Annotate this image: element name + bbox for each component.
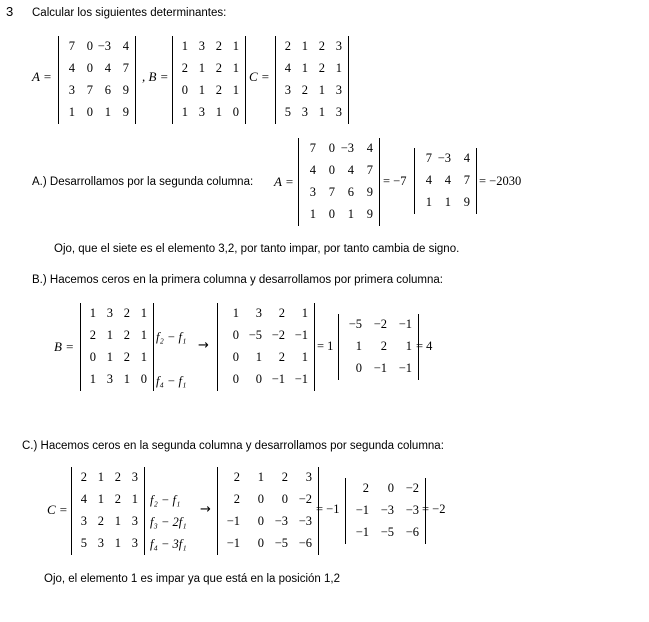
- matrix-cell: 1: [68, 105, 75, 119]
- partB-arrow-icon: →: [198, 338, 209, 353]
- matrix-cell: −1: [355, 503, 369, 517]
- matrix-cell: 2: [215, 83, 222, 97]
- matrix-cell: 3: [106, 306, 113, 320]
- partA-A-label: A =: [274, 174, 294, 189]
- matrix-cell: 3: [335, 83, 342, 97]
- matrix-cell: 1: [425, 195, 432, 209]
- matrix-cell: 2: [318, 61, 325, 75]
- partB-eq1: = 1: [317, 339, 334, 353]
- matrix-cell: 7: [328, 185, 335, 199]
- matrix-cell: 0: [181, 83, 188, 97]
- matrix-cell: −1: [355, 525, 369, 539]
- matrix-cell: 1: [318, 105, 325, 119]
- matrix-cell: 1: [198, 61, 205, 75]
- matrix-cell: 0: [257, 514, 264, 528]
- matrix-cell: 1: [309, 207, 316, 221]
- matrix-cell: 1: [301, 39, 308, 53]
- matrix-cell: 3: [284, 83, 291, 97]
- matrix-cell: 7: [425, 151, 432, 165]
- matrix-cell: 3: [305, 470, 312, 484]
- matrix-cell: −6: [405, 525, 419, 539]
- matrix-cell: 1: [301, 350, 308, 364]
- matrix-cell: 1: [89, 306, 96, 320]
- partC-op3: f₄ − 3f₁: [150, 537, 187, 551]
- partA-note: Ojo, que el siete es el elemento 3,2, por tanto impar, por tanto cambia de signo.: [54, 243, 460, 255]
- matrix-cell: −1: [226, 536, 240, 550]
- matrix-cell: 1: [131, 492, 138, 506]
- matrix-cell: 3: [106, 372, 113, 386]
- matrix-cell: 0: [257, 492, 264, 506]
- partB-op1: f₂ − f₁: [156, 330, 187, 344]
- matrix-cell: 5: [284, 105, 291, 119]
- partA-result: = −2030: [479, 174, 522, 188]
- partB-op2: f₄ − f₁: [156, 374, 187, 388]
- partA-minor: [414, 148, 477, 214]
- matrix-cell: 2: [301, 83, 308, 97]
- matrix-cell: −5: [274, 536, 288, 550]
- matrix-cell: 2: [284, 39, 291, 53]
- partB-minor: [338, 314, 419, 380]
- matrix-cell: 2: [233, 470, 240, 484]
- matrix-cell: 5: [80, 536, 87, 550]
- matrix-cell: 1: [97, 470, 104, 484]
- matrix-cell: 4: [425, 173, 432, 187]
- matrix-cell: −3: [274, 514, 288, 528]
- matrix-cell: 1: [181, 39, 188, 53]
- matrix-cell: 3: [335, 105, 342, 119]
- matrix-cell: 7: [68, 39, 75, 53]
- matrix-cell: 4: [104, 61, 111, 75]
- partC-arrow-icon: →: [200, 502, 211, 517]
- matrix-cell: −2: [298, 492, 312, 506]
- matrix-cell: 3: [131, 470, 138, 484]
- matrix-cell: 4: [284, 61, 291, 75]
- partB-result: = 4: [416, 339, 433, 353]
- matrix-cell: 4: [347, 163, 354, 177]
- matrix-cell: 1: [232, 39, 239, 53]
- matrix-cell: 1: [347, 207, 354, 221]
- matrix-cell: 0: [387, 481, 394, 495]
- matrix-cell: −2: [271, 328, 285, 342]
- matrix-cell: 3: [255, 306, 262, 320]
- matrix-cell: 2: [123, 350, 130, 364]
- matrix-cell: 1: [97, 492, 104, 506]
- label-C: C =: [249, 69, 270, 84]
- matrix-cell: 0: [257, 536, 264, 550]
- matrix-cell: 2: [123, 306, 130, 320]
- matrix-B: [172, 36, 246, 124]
- matrix-cell: 1: [255, 350, 262, 364]
- partB-B-label: B =: [54, 339, 74, 354]
- matrix-cell: −3: [405, 503, 419, 517]
- matrix-cell: 1: [444, 195, 451, 209]
- matrix-cell: 1: [106, 328, 113, 342]
- matrix-cell: 3: [97, 536, 104, 550]
- partC-matrix: [71, 467, 145, 555]
- matrix-cell: 0: [328, 141, 335, 155]
- matrix-cell: 2: [278, 350, 285, 364]
- matrix-cell: −1: [271, 372, 285, 386]
- partC-op1: f₂ − f₁: [150, 493, 181, 507]
- matrix-cell: 4: [80, 492, 87, 506]
- matrix-cell: 1: [106, 350, 113, 364]
- exercise-title: Calcular los siguientes determinantes:: [32, 7, 227, 19]
- matrix-cell: −1: [226, 514, 240, 528]
- matrix-cell: −3: [340, 141, 354, 155]
- partC-C-label: C =: [47, 502, 68, 517]
- partA-eq1: = −7: [383, 174, 407, 188]
- matrix-cell: 1: [215, 105, 222, 119]
- matrix-cell: 1: [114, 536, 121, 550]
- matrix-cell: 1: [123, 372, 130, 386]
- matrix-cell: 2: [362, 481, 369, 495]
- label-B: , B =: [142, 69, 169, 84]
- matrix-cell: −1: [373, 361, 387, 375]
- label-A: A =: [32, 69, 52, 84]
- matrix-cell: 0: [140, 372, 147, 386]
- matrix-cell: 1: [104, 105, 111, 119]
- matrix-cell: 0: [86, 61, 93, 75]
- matrix-cell: −6: [298, 536, 312, 550]
- matrix-cell: −1: [294, 328, 308, 342]
- matrix-cell: 2: [97, 514, 104, 528]
- matrix-cell: 1: [301, 306, 308, 320]
- matrix-cell: 7: [122, 61, 129, 75]
- matrix-cell: 2: [215, 39, 222, 53]
- matrix-cell: 0: [232, 328, 239, 342]
- matrix-cell: 1: [301, 61, 308, 75]
- matrix-cell: 0: [232, 372, 239, 386]
- matrix-cell: −3: [97, 39, 111, 53]
- matrix-cell: 4: [463, 151, 470, 165]
- matrix-cell: 0: [328, 163, 335, 177]
- matrix-cell: 1: [232, 61, 239, 75]
- matrix-cell: −5: [380, 525, 394, 539]
- matrix-cell: 3: [131, 536, 138, 550]
- matrix-cell: 0: [89, 350, 96, 364]
- matrix-cell: 1: [140, 328, 147, 342]
- partB-text: B.) Hacemos ceros en la primera columna y desarrollamos por primera columna:: [32, 274, 443, 286]
- partA-text: A.) Desarrollamos por la segunda columna:: [32, 176, 254, 188]
- matrix-cell: 1: [232, 83, 239, 97]
- matrix-cell: −2: [373, 317, 387, 331]
- matrix-cell: −3: [380, 503, 394, 517]
- partB-matrix: [80, 303, 154, 391]
- matrix-cell: 2: [281, 470, 288, 484]
- matrix-cell: 1: [89, 372, 96, 386]
- matrix-cell: 1: [335, 61, 342, 75]
- matrix-cell: 9: [122, 83, 129, 97]
- partC-reduced: [217, 467, 319, 555]
- matrix-cell: 3: [198, 105, 205, 119]
- matrix-cell: −5: [248, 328, 262, 342]
- matrix-cell: 1: [181, 105, 188, 119]
- partC-op2: f₃ − 2f₁: [150, 515, 187, 529]
- partC-text: C.) Hacemos ceros en la segunda columna y desarrollamos por segunda columna:: [22, 440, 444, 452]
- matrix-cell: 4: [444, 173, 451, 187]
- matrix-cell: 3: [301, 105, 308, 119]
- matrix-cell: 1: [140, 306, 147, 320]
- partB-reduced: [217, 303, 315, 391]
- matrix-cell: 4: [309, 163, 316, 177]
- matrix-cell: 3: [309, 185, 316, 199]
- matrix-cell: 1: [318, 83, 325, 97]
- matrix-cell: 9: [366, 185, 373, 199]
- matrix-cell: 6: [104, 83, 111, 97]
- matrix-cell: 7: [366, 163, 373, 177]
- matrix-cell: 3: [131, 514, 138, 528]
- matrix-A: [58, 36, 136, 124]
- matrix-cell: 9: [366, 207, 373, 221]
- matrix-cell: 0: [281, 492, 288, 506]
- matrix-cell: 2: [89, 328, 96, 342]
- exercise-number: 3: [6, 4, 14, 19]
- matrix-cell: 0: [232, 105, 239, 119]
- matrix-cell: 7: [309, 141, 316, 155]
- matrix-cell: −1: [398, 317, 412, 331]
- partC-result: = −2: [422, 502, 446, 516]
- matrix-cell: 2: [215, 61, 222, 75]
- matrix-cell: 1: [198, 83, 205, 97]
- matrix-cell: 1: [405, 339, 412, 353]
- matrix-cell: 2: [380, 339, 387, 353]
- matrix-cell: 4: [68, 61, 75, 75]
- matrix-cell: 0: [328, 207, 335, 221]
- matrix-cell: 0: [232, 350, 239, 364]
- partC-note: Ojo, el elemento 1 es impar ya que está en la posición 1,2: [44, 573, 340, 585]
- matrix-cell: 0: [355, 361, 362, 375]
- partC-eq1: = −1: [316, 502, 340, 516]
- matrix-cell: −1: [294, 372, 308, 386]
- matrix-cell: 9: [122, 105, 129, 119]
- matrix-cell: 2: [114, 492, 121, 506]
- matrix-cell: 0: [255, 372, 262, 386]
- matrix-cell: 2: [318, 39, 325, 53]
- matrix-cell: −3: [437, 151, 451, 165]
- matrix-cell: 2: [278, 306, 285, 320]
- matrix-cell: −3: [298, 514, 312, 528]
- partA-matrix: [298, 138, 380, 226]
- matrix-cell: −5: [348, 317, 362, 331]
- matrix-cell: 6: [347, 185, 354, 199]
- matrix-cell: 1: [257, 470, 264, 484]
- matrix-cell: 3: [335, 39, 342, 53]
- matrix-cell: 2: [123, 328, 130, 342]
- matrix-cell: 0: [86, 39, 93, 53]
- matrix-cell: 1: [114, 514, 121, 528]
- matrix-cell: 1: [232, 306, 239, 320]
- matrix-cell: 7: [86, 83, 93, 97]
- matrix-C: [275, 36, 349, 124]
- matrix-cell: 1: [140, 350, 147, 364]
- matrix-cell: 2: [181, 61, 188, 75]
- matrix-cell: −1: [398, 361, 412, 375]
- matrix-cell: 1: [355, 339, 362, 353]
- matrix-cell: 3: [198, 39, 205, 53]
- matrix-cell: 9: [463, 195, 470, 209]
- matrix-cell: 2: [80, 470, 87, 484]
- matrix-cell: 3: [80, 514, 87, 528]
- matrix-cell: 0: [86, 105, 93, 119]
- matrix-cell: 2: [114, 470, 121, 484]
- partC-minor: [345, 478, 426, 544]
- matrix-cell: 4: [122, 39, 129, 53]
- matrix-cell: 2: [233, 492, 240, 506]
- matrix-cell: 7: [463, 173, 470, 187]
- matrix-cell: −2: [405, 481, 419, 495]
- matrix-cell: 3: [68, 83, 75, 97]
- matrix-cell: 4: [366, 141, 373, 155]
